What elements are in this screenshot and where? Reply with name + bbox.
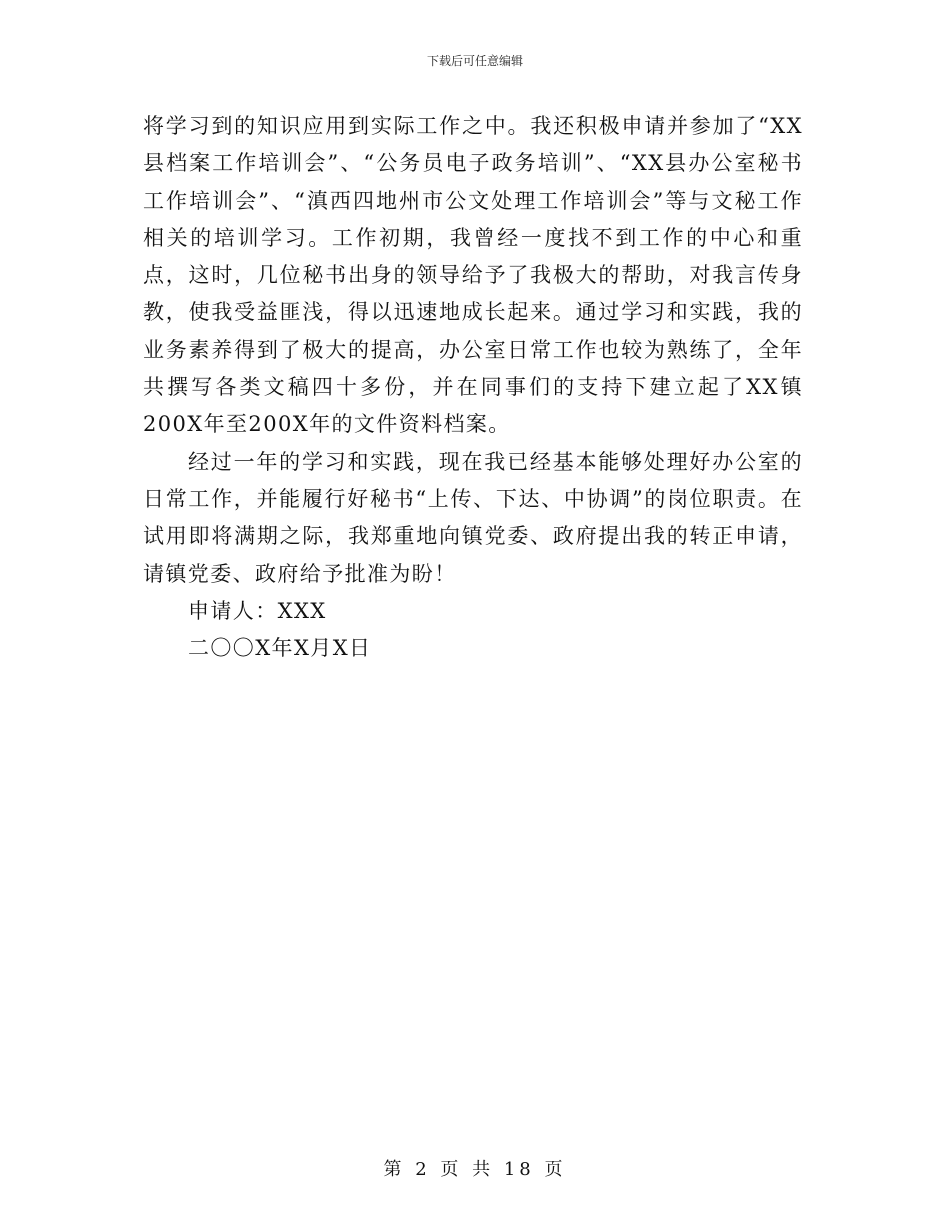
paragraph-application: 经过一年的学习和实践，现在我已经基本能够处理好办公室的日常工作，并能履行好秘书“上传、下达、中协调”的岗位职责。在试用即将满期之际，我郑重地向镇党委、政府提出我的转正申请，请镇党委、政府给予批准为盼！	[143, 449, 803, 586]
page-number-footer: 第 2 页 共 18 页	[383, 1159, 567, 1180]
applicant-signature: 申请人：XXX	[188, 598, 327, 623]
document-body	[143, 108, 803, 667]
application-date: 二〇〇X年X月X日	[188, 636, 372, 661]
paragraph-continuation: 将学习到的知识应用到实际工作之中。我还积极申请并参加了“XX县档案工作培训会”、“公务员电子政务培训”、“XX县办公室秘书工作培训会”、“滇西四地州市公文处理工作培训会”等与文秘工作相关的培训学习。工作初期，我曾经一度找不到工作的中心和重点，这时，几位秘书出身的领导给予了我极大的帮助，对我言传身教，使我受益匪浅，得以迅速地成长起来。通过学习和实践，我的业务素养得到了极大的提高，办公室日常工作也较为熟练了，全年共撰写各类文稿四十多份，并在同事们的支持下建立起了XX镇200X年至200X年的文件资料档案。	[143, 114, 803, 437]
page-header: 下载后可任意编辑	[426, 54, 523, 68]
